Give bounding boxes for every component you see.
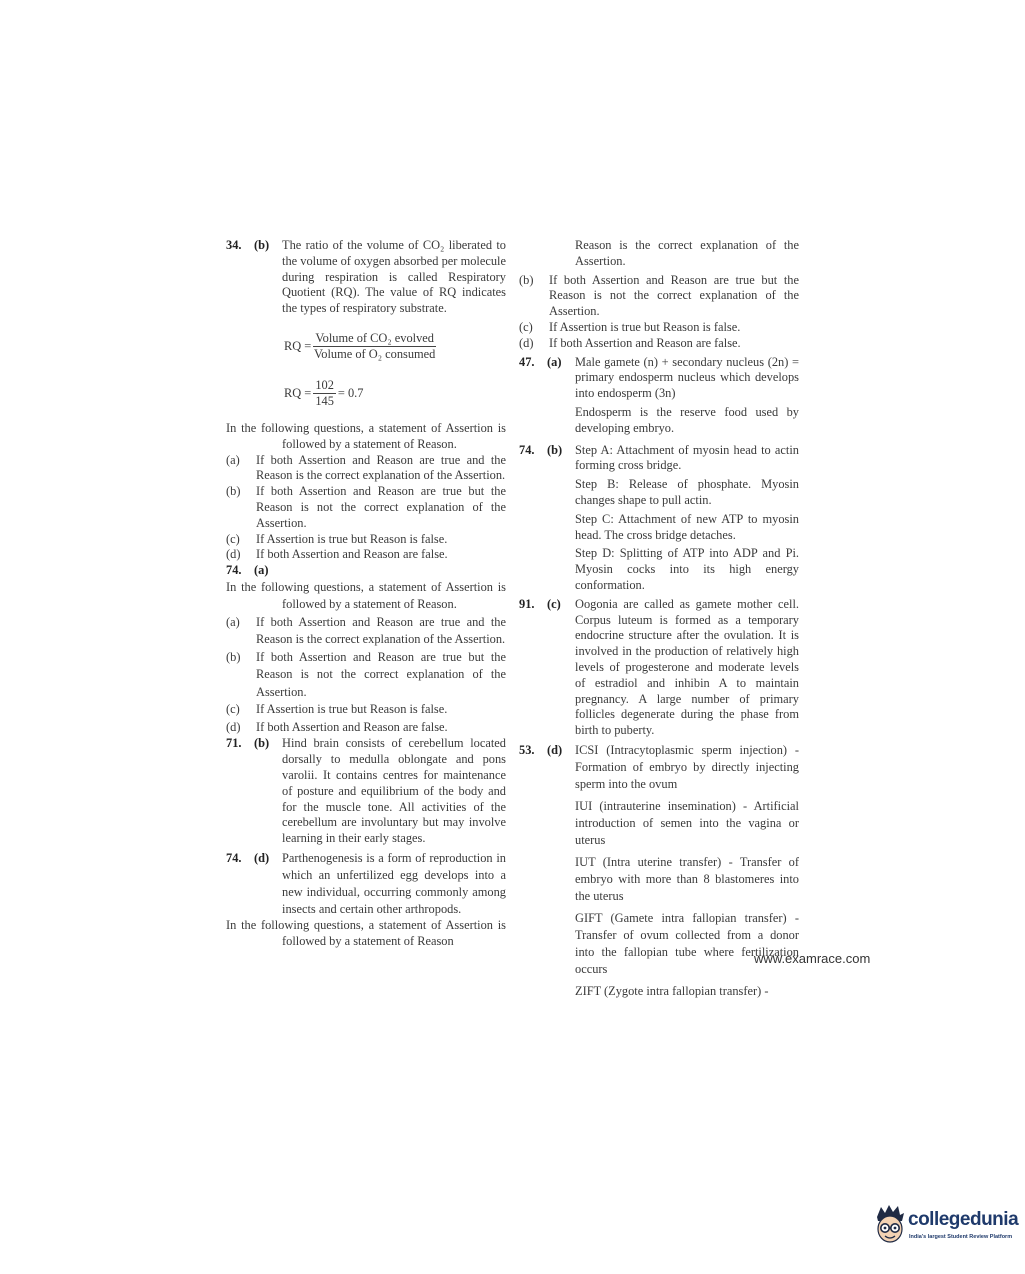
formula-fraction — [313, 378, 336, 409]
instructions: In the following questions, a statement of Assertion is followed by a statement of Reason. — [226, 420, 506, 451]
option-item — [226, 484, 506, 531]
option-item — [226, 547, 506, 563]
option-label: (b) — [519, 272, 534, 287]
option-list — [519, 273, 799, 352]
option-list — [226, 614, 506, 737]
answer-key: (d) — [547, 742, 563, 757]
option-text: If both Assertion and Reason are true and the Reason is the correct explanation of the Assertion. — [256, 614, 506, 647]
answer-text: Parthenogenesis is a form of reproduction in which an unfertilized egg develops into a new individual, occurring commonly among insects and certain other arthropods. — [282, 851, 506, 917]
question-number: 34. — [226, 238, 242, 252]
fraction-numerator: Volume of CO₂ evolved — [315, 330, 435, 345]
answer-key: (c) — [547, 596, 561, 611]
formula-fraction — [313, 331, 436, 362]
option-item — [226, 701, 506, 719]
option-text: If both Assertion and Reason are true and the Reason is the correct explanation of the Assertion. — [256, 452, 506, 483]
answer-key: (a) — [547, 354, 562, 369]
answer-91 — [519, 597, 799, 739]
answer-text: The ratio of the volume of CO₂ liberated to the volume of oxygen absorbed per molecule during respiration is called Respiratory Quotient (RQ). The value of RQ indicates the types of respiratory substrate. — [282, 238, 506, 316]
answer-paragraph: Step C: Attachment of new ATP to myosin head. The cross bridge detaches. — [575, 511, 799, 542]
option-label: (d) — [519, 335, 534, 350]
option-label: (c) — [519, 319, 533, 334]
rq-formula — [284, 331, 506, 362]
option-list — [226, 453, 506, 564]
answer-key: (b) — [547, 442, 563, 457]
answer-74b — [519, 443, 799, 475]
option-item — [226, 719, 506, 737]
option-item — [226, 453, 506, 485]
answer-74d — [226, 850, 506, 918]
question-number: 47. — [519, 354, 535, 369]
answer-paragraph: IUI (intrauterine insemination) - Artificial introduction of semen into the vagina or uterus — [575, 798, 799, 847]
mascot-icon — [873, 1203, 907, 1253]
left-column — [226, 238, 506, 950]
option-label: (c) — [226, 702, 240, 717]
option-label: (a) — [226, 452, 240, 467]
question-number: 74. — [226, 851, 242, 866]
answer-text: Step A: Attachment of myosin head to actin forming cross bridge. — [575, 442, 799, 473]
answer-text: Male gamete (n) + secondary nucleus (2n) = primary endosperm nucleus which develops into endosperm (3n) — [575, 354, 799, 401]
option-text: If both Assertion and Reason are false. — [549, 335, 741, 350]
brand-name: collegedunia — [908, 1209, 1019, 1230]
rq-value-formula — [284, 378, 506, 409]
question-number: 74. — [226, 563, 242, 578]
option-text: If Assertion is true but Reason is false. — [256, 702, 448, 717]
answer-paragraph: Step D: Splitting of ATP into ADP and Pi. Myosin cocks into its high energy conformation. — [575, 546, 799, 592]
option-item — [519, 336, 799, 352]
answer-key: (b) — [254, 238, 270, 252]
question-number: 91. — [519, 596, 535, 611]
question-number: 74. — [519, 442, 535, 457]
option-item — [226, 649, 506, 702]
continued-text: Reason is the correct explanation of the Assertion. — [575, 238, 799, 268]
answer-text: Oogonia are called as gamete mother cell. Corpus luteum is formed as a temporary endocrine structure after the ovulation. It is involved in the production of relatively high levels of progesterone and moderate levels of estradiol and inhibin A to maintain pregnancy. A large number of primary follicles degenerate during the phase from birth to puberty. — [575, 596, 799, 738]
option-item — [226, 614, 506, 649]
option-text: If Assertion is true but Reason is false. — [549, 319, 741, 334]
option-text: If Assertion is true but Reason is false. — [256, 531, 448, 546]
answer-71 — [226, 736, 506, 847]
answer-paragraph: Step B: Release of phosphate. Myosin changes shape to pull actin. — [575, 477, 799, 507]
brand-logo — [873, 1203, 1023, 1258]
answer-key: (a) — [254, 563, 269, 578]
right-column — [519, 238, 799, 1003]
option-item — [226, 532, 506, 548]
answer-paragraph: ZIFT (Zygote intra fallopian transfer) - — [575, 983, 769, 998]
instructions: In the following questions, a statement of Assertion is followed by a statement of Reason — [226, 918, 506, 948]
brand-tagline: India's largest Student Review Platform — [909, 1234, 1013, 1240]
option-label: (c) — [226, 531, 240, 546]
answer-text: Hind brain consists of cerebellum located dorsally to medulla oblongate and pons varolii. It contains centres for maintenance of posture and equilibrium of the body and for the muscle tone. All activities of the cerebellum are involuntary but may involve learning in their early stages. — [282, 736, 506, 846]
question-number: 71. — [226, 736, 242, 751]
formula-rhs: = 0.7 — [337, 385, 364, 400]
watermark-url: www.examrace.com — [754, 951, 871, 966]
option-text: If both Assertion and Reason are false. — [256, 547, 448, 562]
option-label: (b) — [226, 649, 241, 664]
instructions: In the following questions, a statement of Assertion is followed by a statement of Reason. — [226, 579, 506, 612]
answer-key: (b) — [254, 736, 270, 751]
option-text: If both Assertion and Reason are false. — [256, 719, 448, 734]
option-label: (a) — [226, 614, 240, 629]
answer-text: ICSI (Intracytoplasmic sperm injection) - Formation of embryo by directly injecting sperm into the ovum — [575, 742, 799, 791]
formula-lhs: RQ = — [284, 338, 312, 353]
answer-47 — [519, 355, 799, 402]
fraction-denominator: 145 — [315, 393, 334, 408]
option-text: If both Assertion and Reason are true but the Reason is not the correct explanation of the Assertion. — [256, 484, 506, 530]
option-label: (d) — [226, 719, 241, 734]
answer-paragraph: IUT (Intra uterine transfer) - Transfer of embryo with more than 8 blastomeres into the uterus — [575, 854, 799, 903]
answer-paragraph: GIFT (Gamete intra fallopian transfer) - Transfer of ovum collected from a donor into the fallopian tube where fertilization occurs — [575, 910, 799, 976]
formula-lhs: RQ = — [284, 385, 312, 400]
fraction-denominator: Volume of O₂ consumed — [313, 346, 436, 361]
option-label: (d) — [226, 547, 241, 562]
option-item — [519, 320, 799, 336]
answer-key: (d) — [254, 851, 270, 866]
answer-34 — [226, 238, 506, 317]
option-text: If both Assertion and Reason are true but the Reason is not the correct explanation of the Assertion. — [256, 649, 506, 699]
option-label: (b) — [226, 484, 241, 499]
answer-74a — [226, 563, 506, 579]
question-number: 53. — [519, 742, 535, 757]
option-item — [519, 273, 799, 320]
answer-paragraph: Endosperm is the reserve food used by developing embryo. — [575, 404, 799, 435]
option-text: If both Assertion and Reason are true but the Reason is not the correct explanation of the Assertion. — [549, 272, 799, 319]
fraction-numerator: 102 — [315, 377, 334, 392]
answer-53 — [519, 742, 799, 793]
